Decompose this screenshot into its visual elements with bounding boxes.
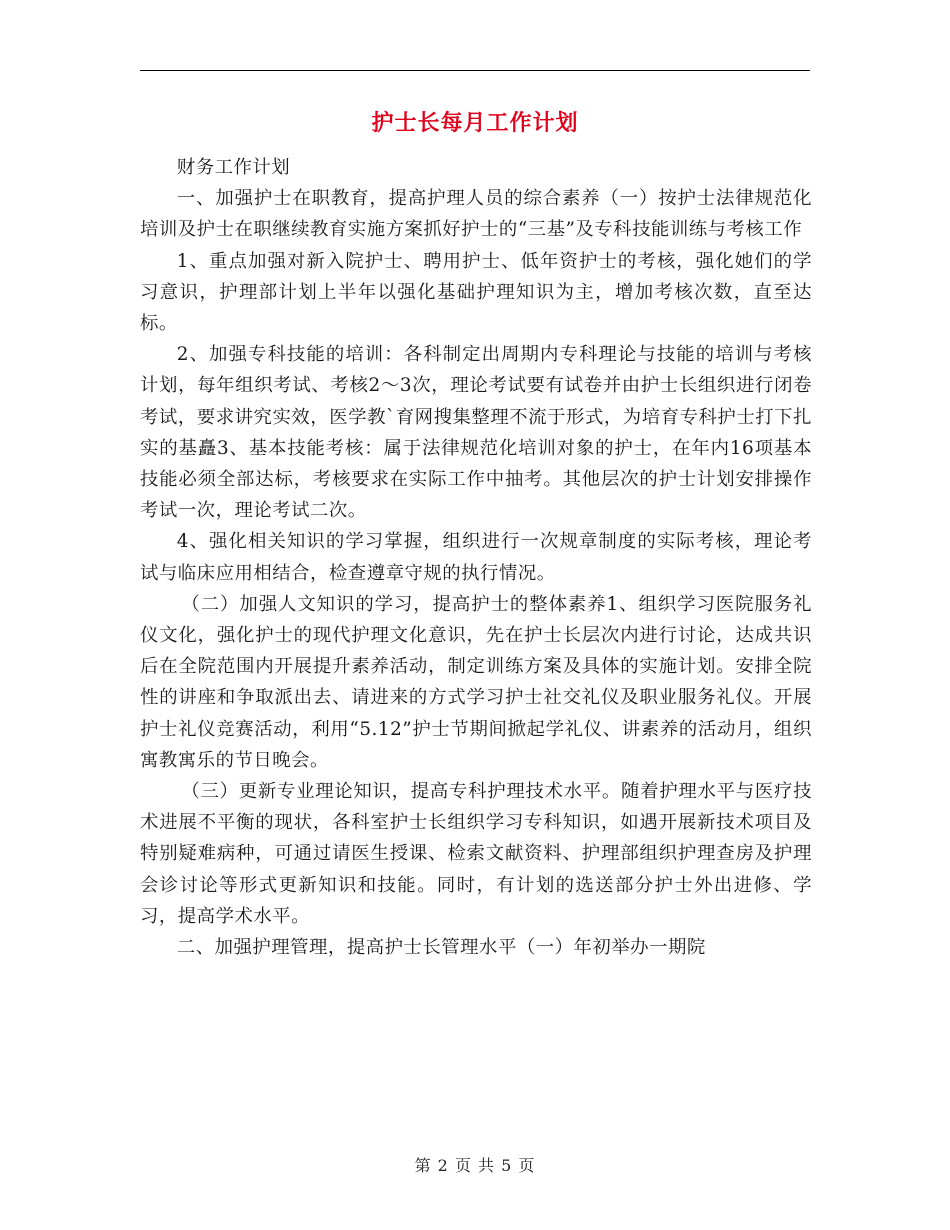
paragraph-section-2: 二、加强护理管理，提高护士长管理水平（一）年初举办一期院 xyxy=(176,937,706,959)
paragraph-item-4: 4、强化相关知识的学习掌握，组织进行一次规章制度的实际考核，理论考试与临床应用相结合，检查遵章守规的执行情况。 xyxy=(140,531,812,584)
paragraph-subsection-2: （二）加强人文知识的学习，提高护士的整体素养1、组织学习医院服务礼仪文化，强化护士的现代护理文化意识，先在护士长层次内进行讨论，达成共识后在全院范围内开展提升素养活动，制定训练方案及具体的实施计划。安排全院性的讲座和争取派出去、请进来的方式学习护士社交礼仪及职业服务礼仪。开展护士礼仪竞赛活动，利用“5.12”护士节期间掀起学礼仪、讲素养的活动月，组织寓教寓乐的节日晚会。 xyxy=(140,593,812,771)
paragraph-item-1: 1、重点加强对新入院护士、聘用护士、低年资护士的考核，强化她们的学习意识，护理部计划上半年以强化基础护理知识为主，增加考核次数，直至达标。 xyxy=(140,250,812,335)
document-title: 护士长每月工作计划 xyxy=(371,110,579,136)
paragraph-heading: 财务工作计划 xyxy=(176,157,291,178)
page-footer: 第 2 页 共 5 页 xyxy=(414,1156,536,1175)
paragraph-item-2: 2、加强专科技能的培训：各科制定出周期内专科理论与技能的培训与考核计划，每年组织考试、考核2～3次，理论考试要有试卷并由护士长组织进行闭卷考试，要求讲究实效，医学教`育网搜集整理不流于形式，为培育专科护士打下扎实的基矗3、基本技能考核：属于法律规范化培训对象的护士，在年内16项基本技能必须全部达标，考核要求在实际工作中抽考。其他层次的护士计划安排操作考试一次，理论考试二次。 xyxy=(140,344,812,522)
paragraph-section-1: 一、加强护士在职教育，提高护理人员的综合素养（一）按护士法律规范化培训及护士在职继续教育实施方案抓好护士的“三基”及专科技能训练与考核工作 xyxy=(140,188,812,241)
header-rule xyxy=(140,70,810,71)
paragraph-subsection-3: （三）更新专业理论知识，提高专科护理技术水平。随着护理水平与医疗技术进展不平衡的现状，各科室护士长组织学习专科知识，如遇开展新技术项目及特别疑难病种，可通过请医生授课、检索文献资料、护理部组织护理查房及护理会诊讨论等形式更新知识和技能。同时，有计划的选送部分护士外出进修、学习，提高学术水平。 xyxy=(140,781,812,927)
document-body xyxy=(140,152,812,963)
